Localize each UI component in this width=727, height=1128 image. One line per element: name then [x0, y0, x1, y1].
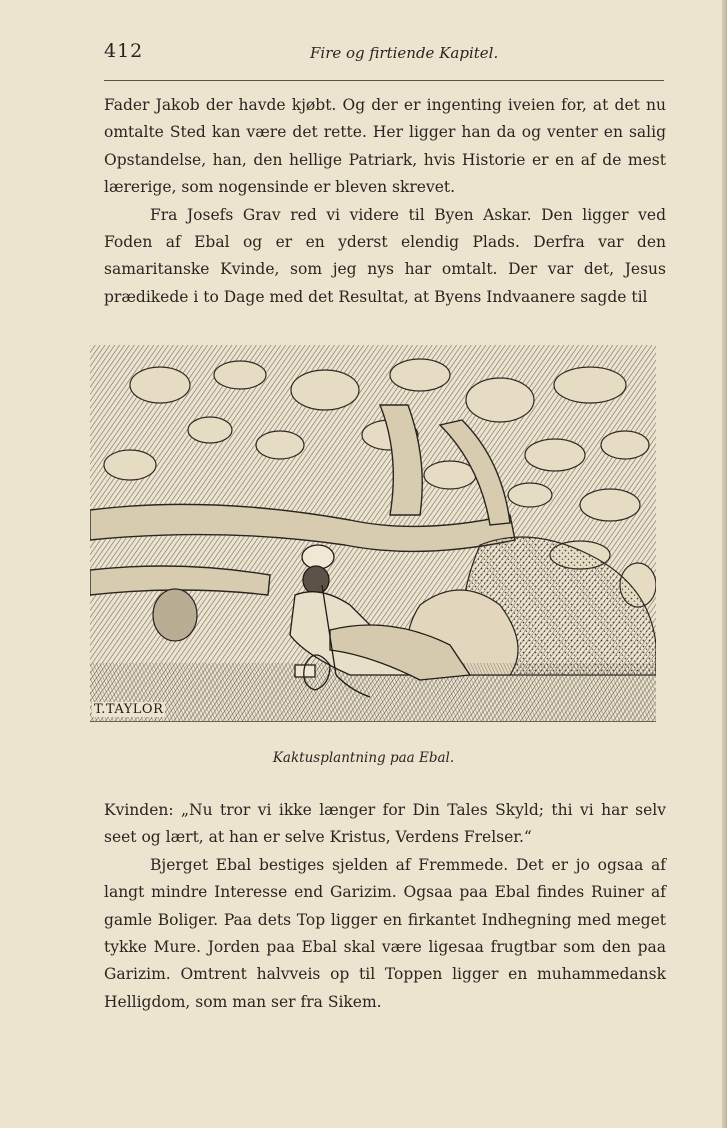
figure-caption: Kaktusplantning paa Ebal. [272, 750, 455, 766]
body-text-top [104, 92, 666, 311]
running-head: Fire og firtiende Kapitel. [310, 44, 499, 62]
engraving-illustration [90, 345, 656, 722]
paragraph: Fader Jakob der havde kjøbt. Og der er ingenting iveien for, at det nu omtalte Sted kan være det rette. Her ligger han da og venter en salig Opstandelse, han, den hellige Patriark, hvis Historie er en af de mest lærerige, som nogensinde er bleven skrevet. [104, 96, 666, 197]
paragraph: Kvinden: „Nu tror vi ikke længer for Din Tales Skyld; thi vi har selv seet og lært, at han er selve Kristus, Verdens Frelser.“ [104, 801, 666, 847]
header-rule [104, 80, 664, 81]
page-number: 412 [104, 40, 144, 62]
artist-signature: T.TAYLOR [94, 702, 164, 717]
paragraph: Fra Josefs Grav red vi videre til Byen Askar. Den ligger ved Foden af Ebal og er en yderst elendig Plads. Derfra var den samaritanske Kvinde, som jeg nys har omtalt. Der var det, Jesus prædikede i to Dage med det Resultat, at Byens Indvaanere sagde til [104, 205, 666, 306]
body-text-bottom [104, 797, 666, 1016]
paragraph: Bjerget Ebal bestiges sjelden af Fremmede. Det er jo ogsaa af langt mindre Interesse end Garizim. Ogsaa paa Ebal findes Ruiner af gamle Boliger. Paa dets Top ligger en firkantet Indhegning med meget tykke Mure. Jorden paa Ebal skal være ligesaa frugtbar som den paa Garizim. Omtrent halvveis op til Toppen ligger en muhammedansk Helligdom, som man ser fra Sikem. [104, 855, 666, 1011]
page-header [104, 40, 664, 66]
cactus-engraving-drawing [90, 345, 656, 721]
page-edge [722, 0, 727, 1128]
